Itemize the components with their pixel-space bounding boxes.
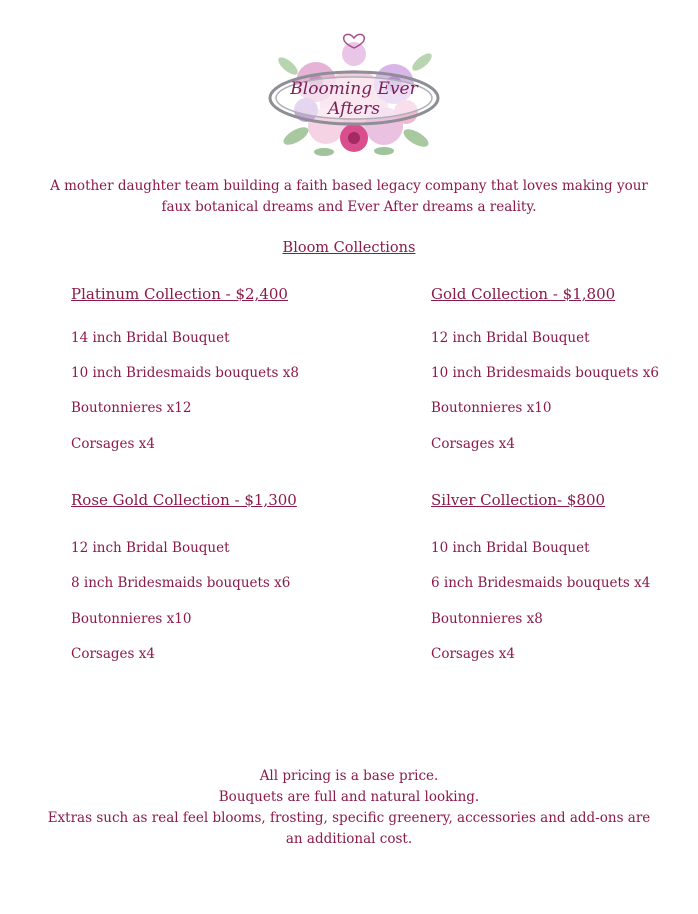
pricing-note-extras: Extras such as real feel blooms, frosting, specific greenery, accessories and add-ons are an additional cost.: [47, 810, 651, 847]
collection-item: Corsages x4: [431, 436, 515, 452]
pricing-notes: [40, 766, 658, 850]
rose-gold-collection: [71, 490, 351, 662]
intro-text: A mother daughter team building a faith based legacy company that loves making your faux botanical dreams and Ever After dreams a reality.: [50, 178, 648, 215]
collection-item: Boutonnieres x10: [431, 400, 552, 416]
collection-item: 12 inch Bridal Bouquet: [71, 540, 230, 556]
collection-title: Silver Collection- $800: [431, 491, 606, 509]
pricing-note-base: All pricing is a base price.: [259, 768, 439, 784]
collection-item: 10 inch Bridesmaids bouquets x8: [71, 365, 299, 381]
collection-item: Boutonnieres x10: [71, 611, 192, 627]
collection-item: 6 inch Bridesmaids bouquets x4: [431, 575, 651, 591]
gold-collection: [431, 284, 698, 452]
collection-item: Corsages x4: [71, 436, 155, 452]
collection-item: 14 inch Bridal Bouquet: [71, 330, 230, 346]
platinum-collection: [71, 284, 351, 452]
collection-title: Gold Collection - $1,800: [431, 285, 616, 303]
collection-title: Rose Gold Collection - $1,300: [71, 491, 297, 509]
collection-item: Boutonnieres x12: [71, 400, 192, 416]
collection-item: Boutonnieres x8: [431, 611, 543, 627]
collection-item: 8 inch Bridesmaids bouquets x6: [71, 575, 291, 591]
collection-item: Corsages x4: [431, 646, 515, 662]
logo-text-line1: Blooming Ever: [290, 79, 418, 99]
logo-text-line2: Afters: [327, 99, 381, 119]
blooming-ever-afters-logo: [266, 26, 442, 166]
collection-title: Platinum Collection - $2,400: [71, 285, 288, 303]
collection-item: 12 inch Bridal Bouquet: [431, 330, 590, 346]
pricing-note-natural: Bouquets are full and natural looking.: [218, 789, 480, 805]
silver-collection: [431, 490, 698, 662]
collection-item: 10 inch Bridesmaids bouquets x6: [431, 365, 659, 381]
bloom-collections-heading: Bloom Collections: [282, 240, 416, 256]
collection-item: Corsages x4: [71, 646, 155, 662]
collection-item: 10 inch Bridal Bouquet: [431, 540, 590, 556]
